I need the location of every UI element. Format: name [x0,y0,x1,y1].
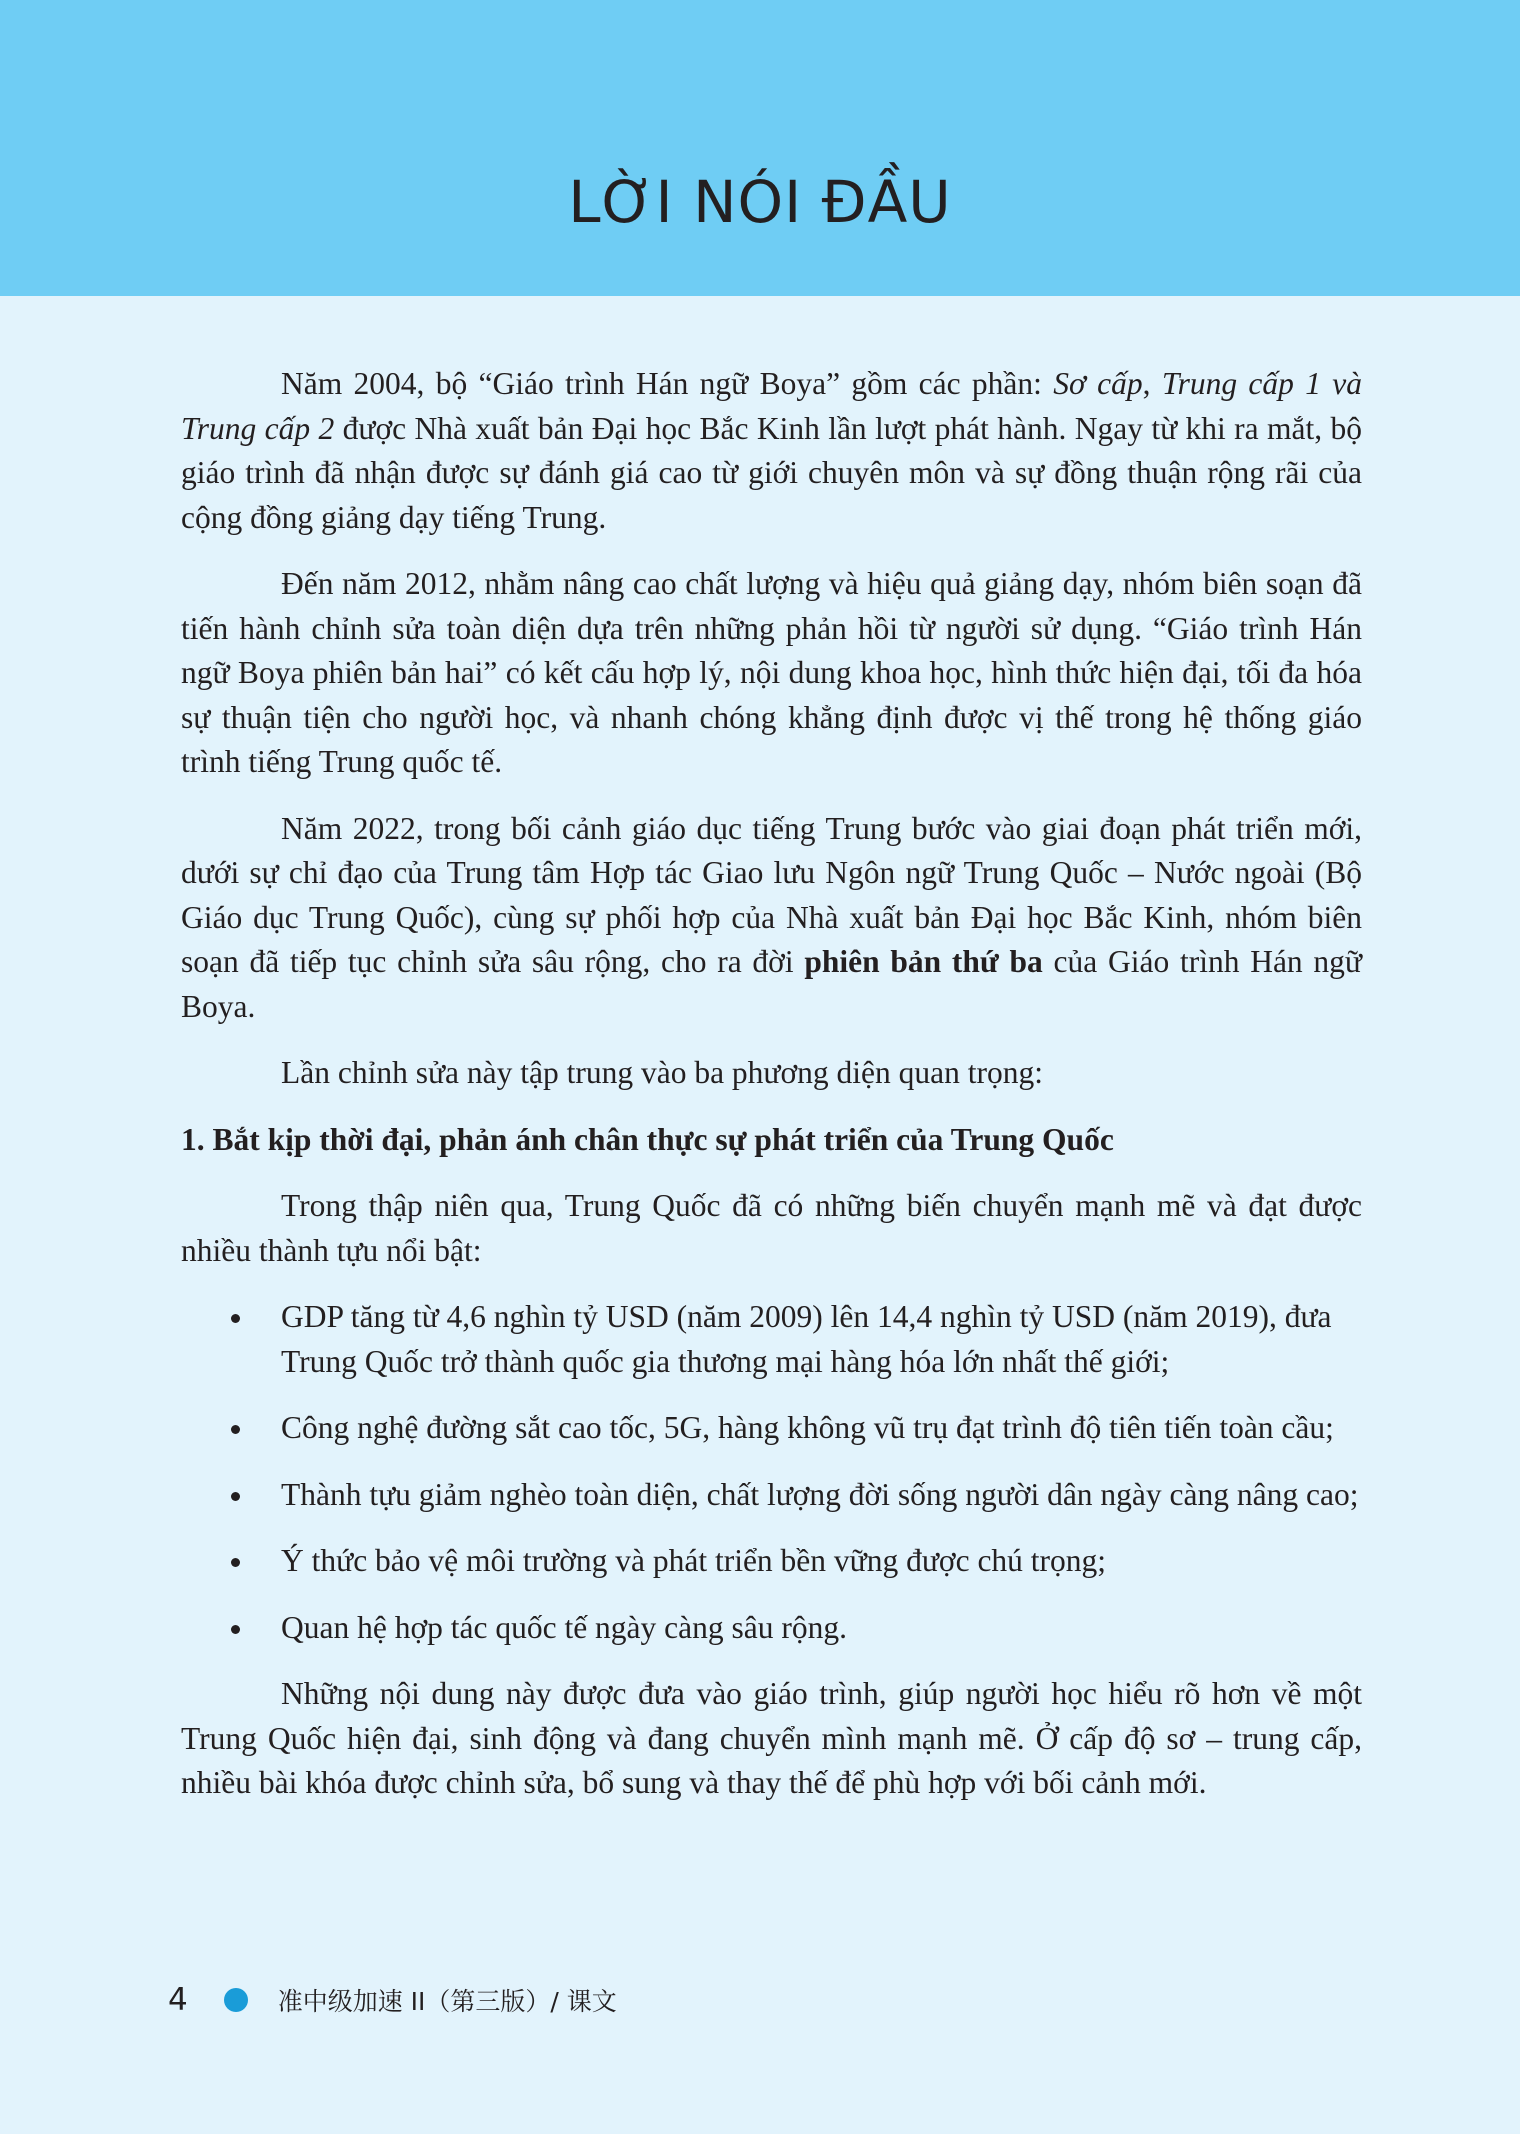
paragraph-intro-text-b: , [1142,366,1162,401]
header-band [0,0,1520,296]
paragraph-intro-text-a: Năm 2004, bộ “Giáo trình Hán ngữ Boya” gồm các phần: [281,366,1054,401]
bullet-icon [231,1625,240,1634]
achievements-list [181,1295,1362,1650]
paragraph-revision-aspects: Lần chỉnh sửa này tập trung vào ba phương diện quan trọng: [281,1055,1043,1090]
list-item-text: Ý thức bảo vệ môi trường và phát triển bền vững được chú trọng; [281,1543,1107,1578]
paragraph-intro [181,362,1362,540]
list-item-text: Quan hệ hợp tác quốc tế ngày càng sâu rộng. [281,1609,847,1645]
list-item [181,1606,1362,1651]
paragraph-2012: Đến năm 2012, nhằm nâng cao chất lượng và hiệu quả giảng dạy, nhóm biên soạn đã tiến hành chỉnh sửa toàn diện dựa trên những phản hồi từ người sử dụng. “Giáo trình Hán ngữ Boya phiên bản hai” có kết cấu hợp lý, nội dung khoa học, hình thức hiện đại, tối đa hóa sự thuận tiện cho người học, và nhanh chóng khẳng định được vị thế trong hệ thống giáo trình tiếng Trung quốc tế. [181,566,1362,779]
paragraph-2022 [181,807,1362,1030]
page-number: 4 [168,1982,188,2018]
paragraph-closing: Những nội dung này được đưa vào giáo trình, giúp người học hiểu rõ hơn về một Trung Quốc hiện đại, sinh động và đang chuyển mình mạnh mẽ. Ở cấp độ sơ – trung cấp, nhiều bài khóa được chỉnh sửa, bổ sung và thay thế để phù hợp với bối cảnh mới. [181,1676,1362,1800]
list-item [181,1295,1362,1384]
circle-icon [224,1988,248,2012]
list-item-text: GDP tăng từ 4,6 nghìn tỷ USD (năm 2009) lên 14,4 nghìn tỷ USD (năm 2019), đưa Trung Quốc trở thành quốc gia thương mại hàng hóa lớn nhất thế giới; [281,1299,1332,1379]
page-footer [168,1980,617,2020]
bullet-icon [231,1492,240,1501]
bullet-icon [231,1314,240,1323]
list-item [181,1406,1362,1451]
bullet-icon [231,1558,240,1567]
bullet-icon [231,1425,240,1434]
paragraph-2022-text-b: của Giáo trình Hán ngữ Boya. [181,944,1362,1024]
italic-title-trung-cap: Trung cấp 1 và Trung cấp 2 [181,366,1363,446]
list-item-text: Công nghệ đường sắt cao tốc, 5G, hàng không vũ trụ đạt trình độ tiên tiến toàn cầu; [281,1410,1334,1445]
content-body [181,362,1362,1828]
paragraph-2022-text-a: Năm 2022, trong bối cảnh giáo dục tiếng Trung bước vào giai đoạn phát triển mới, dưới sự chỉ đạo của Trung tâm Hợp tác Giao lưu Ngôn ngữ Trung Quốc – Nước ngoài (Bộ Giáo dục Trung Quốc), cùng sự phối hợp của Nhà xuất bản Đại học Bắc Kinh, nhóm biên soạn đã tiếp tục chỉnh sửa sâu rộng, cho ra đời [181,810,1362,979]
bold-third-edition: phiên bản thứ ba [804,944,1043,979]
italic-title-so-cap: Sơ cấp [1053,366,1143,401]
page-title: LỜI NÓI ĐẦU [568,168,952,236]
list-item [181,1473,1362,1518]
list-item-text: Thành tựu giảm nghèo toàn diện, chất lượng đời sống người dân ngày càng nâng cao; [281,1476,1359,1512]
running-book-title: 准中级加速 II（第三版）/ 课文 [277,1987,617,2016]
paragraph-decade: Trong thập niên qua, Trung Quốc đã có những biến chuyển mạnh mẽ và đạt được nhiều thành tựu nổi bật: [181,1188,1362,1268]
section-heading-1: 1. Bắt kịp thời đại, phản ánh chân thực sự phát triển của Trung Quốc [181,1121,1114,1157]
list-item [181,1539,1362,1584]
paragraph-intro-text-c: được Nhà xuất bản Đại học Bắc Kinh lần lượt phát hành. Ngay từ khi ra mắt, bộ giáo trình đã nhận được sự đánh giá cao từ giới chuyên môn và sự đồng thuận rộng rãi của cộng đồng giảng dạy tiếng Trung. [181,410,1362,535]
